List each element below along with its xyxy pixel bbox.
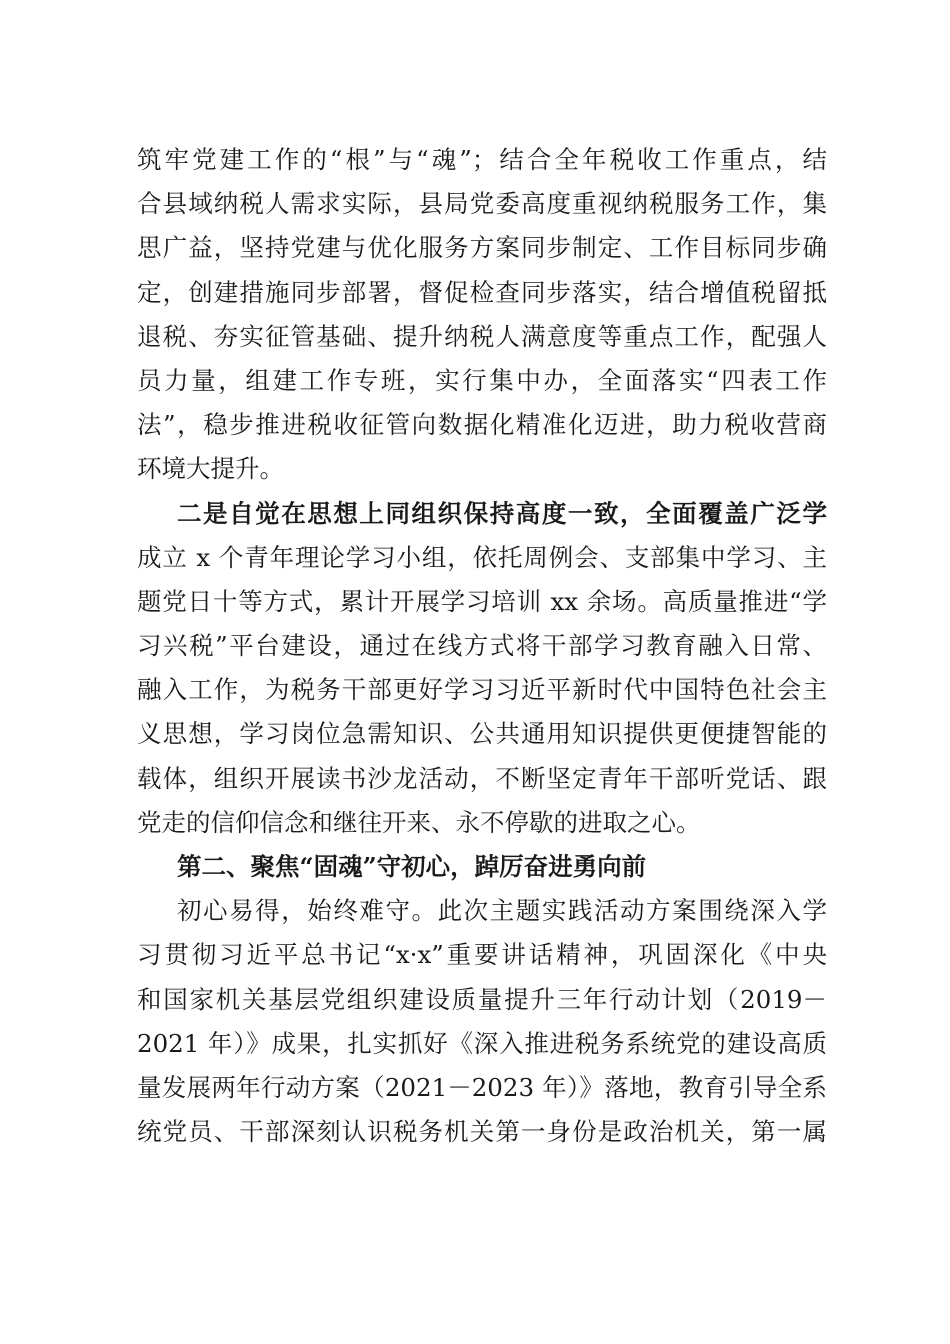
- text-line: 定，创建措施同步部署，督促检查同步落实，结合增值税留抵: [137, 277, 827, 307]
- text-line: 2021 年）》成果，扎实抓好《深入推进税务系统党的建设高质: [137, 1028, 827, 1058]
- text-line: 融入工作，为税务干部更好学习习近平新时代中国特色社会主: [137, 675, 827, 705]
- text-line-lead: 二是自觉在思想上同组织保持高度一致，全面覆盖广泛学: [177, 498, 827, 528]
- text-line: 初心易得，始终难守。此次主题实践活动方案围绕深入学: [177, 896, 827, 926]
- text-line: 习兴税”平台建设，通过在线方式将干部学习教育融入日常、: [137, 631, 827, 661]
- text-line: 环境大提升。: [137, 454, 284, 484]
- text-line: 载体，组织开展读书沙龙活动，不断坚定青年干部听党话、跟: [137, 763, 827, 793]
- text-line: 员力量，组建工作专班，实行集中办，全面落实“四表工作: [137, 365, 827, 395]
- text-line: 思广益，坚持党建与优化服务方案同步制定、工作目标同步确: [137, 233, 827, 263]
- text-line: 义思想，学习岗位急需知识、公共通用知识提供更便捷智能的: [137, 719, 827, 749]
- text-line: 习贯彻习近平总书记“x·x”重要讲话精神，巩固深化《中央: [137, 940, 827, 970]
- text-line: 党走的信仰信念和继往开来、永不停歇的进取之心。: [137, 807, 701, 837]
- paragraph-1: [137, 138, 827, 492]
- paragraph-2: [137, 492, 827, 846]
- text-line: 筑牢党建工作的“根”与“魂”；结合全年税收工作重点，结: [137, 145, 827, 174]
- text-line: 法”，稳步推进税收征管向数据化精准化迈进，助力税收营商: [137, 410, 827, 440]
- text-line: 量发展两年行动方案（2021－2023 年）》落地，教育引导全系: [137, 1072, 827, 1102]
- document-body: [137, 138, 827, 1154]
- text-line: 成立 x 个青年理论学习小组，依托周例会、支部集中学习、主: [137, 542, 827, 572]
- text-line: 统党员、干部深刻认识税务机关第一身份是政治机关，第一属: [137, 1117, 827, 1147]
- paragraph-4: [137, 889, 827, 1154]
- text-line: 和国家机关基层党组织建设质量提升三年行动计划（2019－: [137, 984, 827, 1014]
- heading-line: 第二、聚焦“固魂”守初心，踔厉奋进勇向前: [177, 852, 647, 881]
- text-line: 合县域纳税人需求实际，县局党委高度重视纳税服务工作，集: [137, 189, 827, 219]
- section-heading: [137, 845, 827, 889]
- text-line: 题党日十等方式，累计开展学习培训 xx 余场。高质量推进“学: [137, 586, 827, 616]
- text-line: 退税、夯实征管基础、提升纳税人满意度等重点工作，配强人: [137, 321, 827, 351]
